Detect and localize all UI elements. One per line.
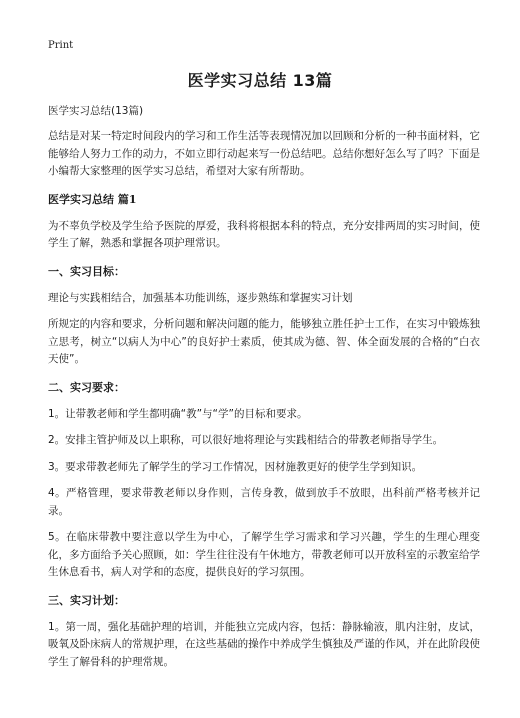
print-link[interactable]: Print	[48, 40, 74, 51]
goal-heading: 一、实习目标：	[48, 264, 125, 278]
requirement-item: 3。要求带教老师先了解学生的学习工作情况，因材施教更好的使学生学到知识。	[48, 460, 423, 473]
requirement-item: 4。严格管理，要求带教老师以身作则，言传身教，做到放手不放眼，出科前严格考核并记录。	[48, 487, 480, 517]
document-body	[48, 104, 480, 680]
requirements-heading: 二、实习要求：	[48, 380, 125, 394]
document-title: 医学实习总结 13篇	[187, 71, 333, 90]
requirement-item: 2。安排主管护师及以上职称，可以很好地将理论与实践相结合的带教老师指导学生。	[48, 434, 444, 446]
plan-heading: 三、实习计划：	[48, 593, 125, 607]
section-title: 医学实习总结 篇1	[48, 192, 137, 206]
document-subtitle: 医学实习总结(13篇)	[48, 105, 144, 117]
intro-paragraph: 总结是对某一特定时间段内的学习和工作生活等表现情况加以回顾和分析的一种书面材料，它能够给人努力工作的动力，不如立即行动起来写一份总结吧。总结你想好怎么写了吗？下面是小编帮大家整理的医学实习总结，希望对大家有所帮助。	[48, 130, 480, 177]
requirement-item: 1。让带教老师和学生都明确“教”与“学”的目标和要求。	[48, 407, 308, 420]
plan-item: 1。第一周，强化基础护理的培训，并能独立完成内容，包括：静脉输液，肌内注射，皮试，吸氧及卧床病人的常规护理，在这些基础的操作中养成学生慎独及严谨的作风，并在此阶段使学生了解骨科的护理常规。	[48, 620, 480, 668]
goal-paragraph-1: 理论与实践相结合，加强基本功能训练，逐步熟练和掌握实习计划	[48, 291, 353, 304]
goal-paragraph-2: 所规定的内容和要求，分析问题和解决问题的能力，能够独立胜任护士工作，在实习中锻炼独立思考，树立“以病人为中心”的良好护士素质，使其成为德、智、体全面发展的合格的“白衣天使”。	[48, 318, 480, 365]
section-intro-paragraph: 为不辜负学校及学生给予医院的厚爱，我科将根据本科的特点，充分安排两周的实习时间，使学生了解，熟悉和掌握各项护理常识。	[48, 219, 480, 249]
requirement-item: 5。在临床带教中要注意以学生为中心，了解学生学习需求和学习兴趣，学生的生理心理变化，多方面给予关心照顾，如：学生往往没有午休地方，带教老师可以开放科室的示教室给学生休息看书，病人对学和的态度，提供良好的学习氛围。	[48, 531, 480, 578]
